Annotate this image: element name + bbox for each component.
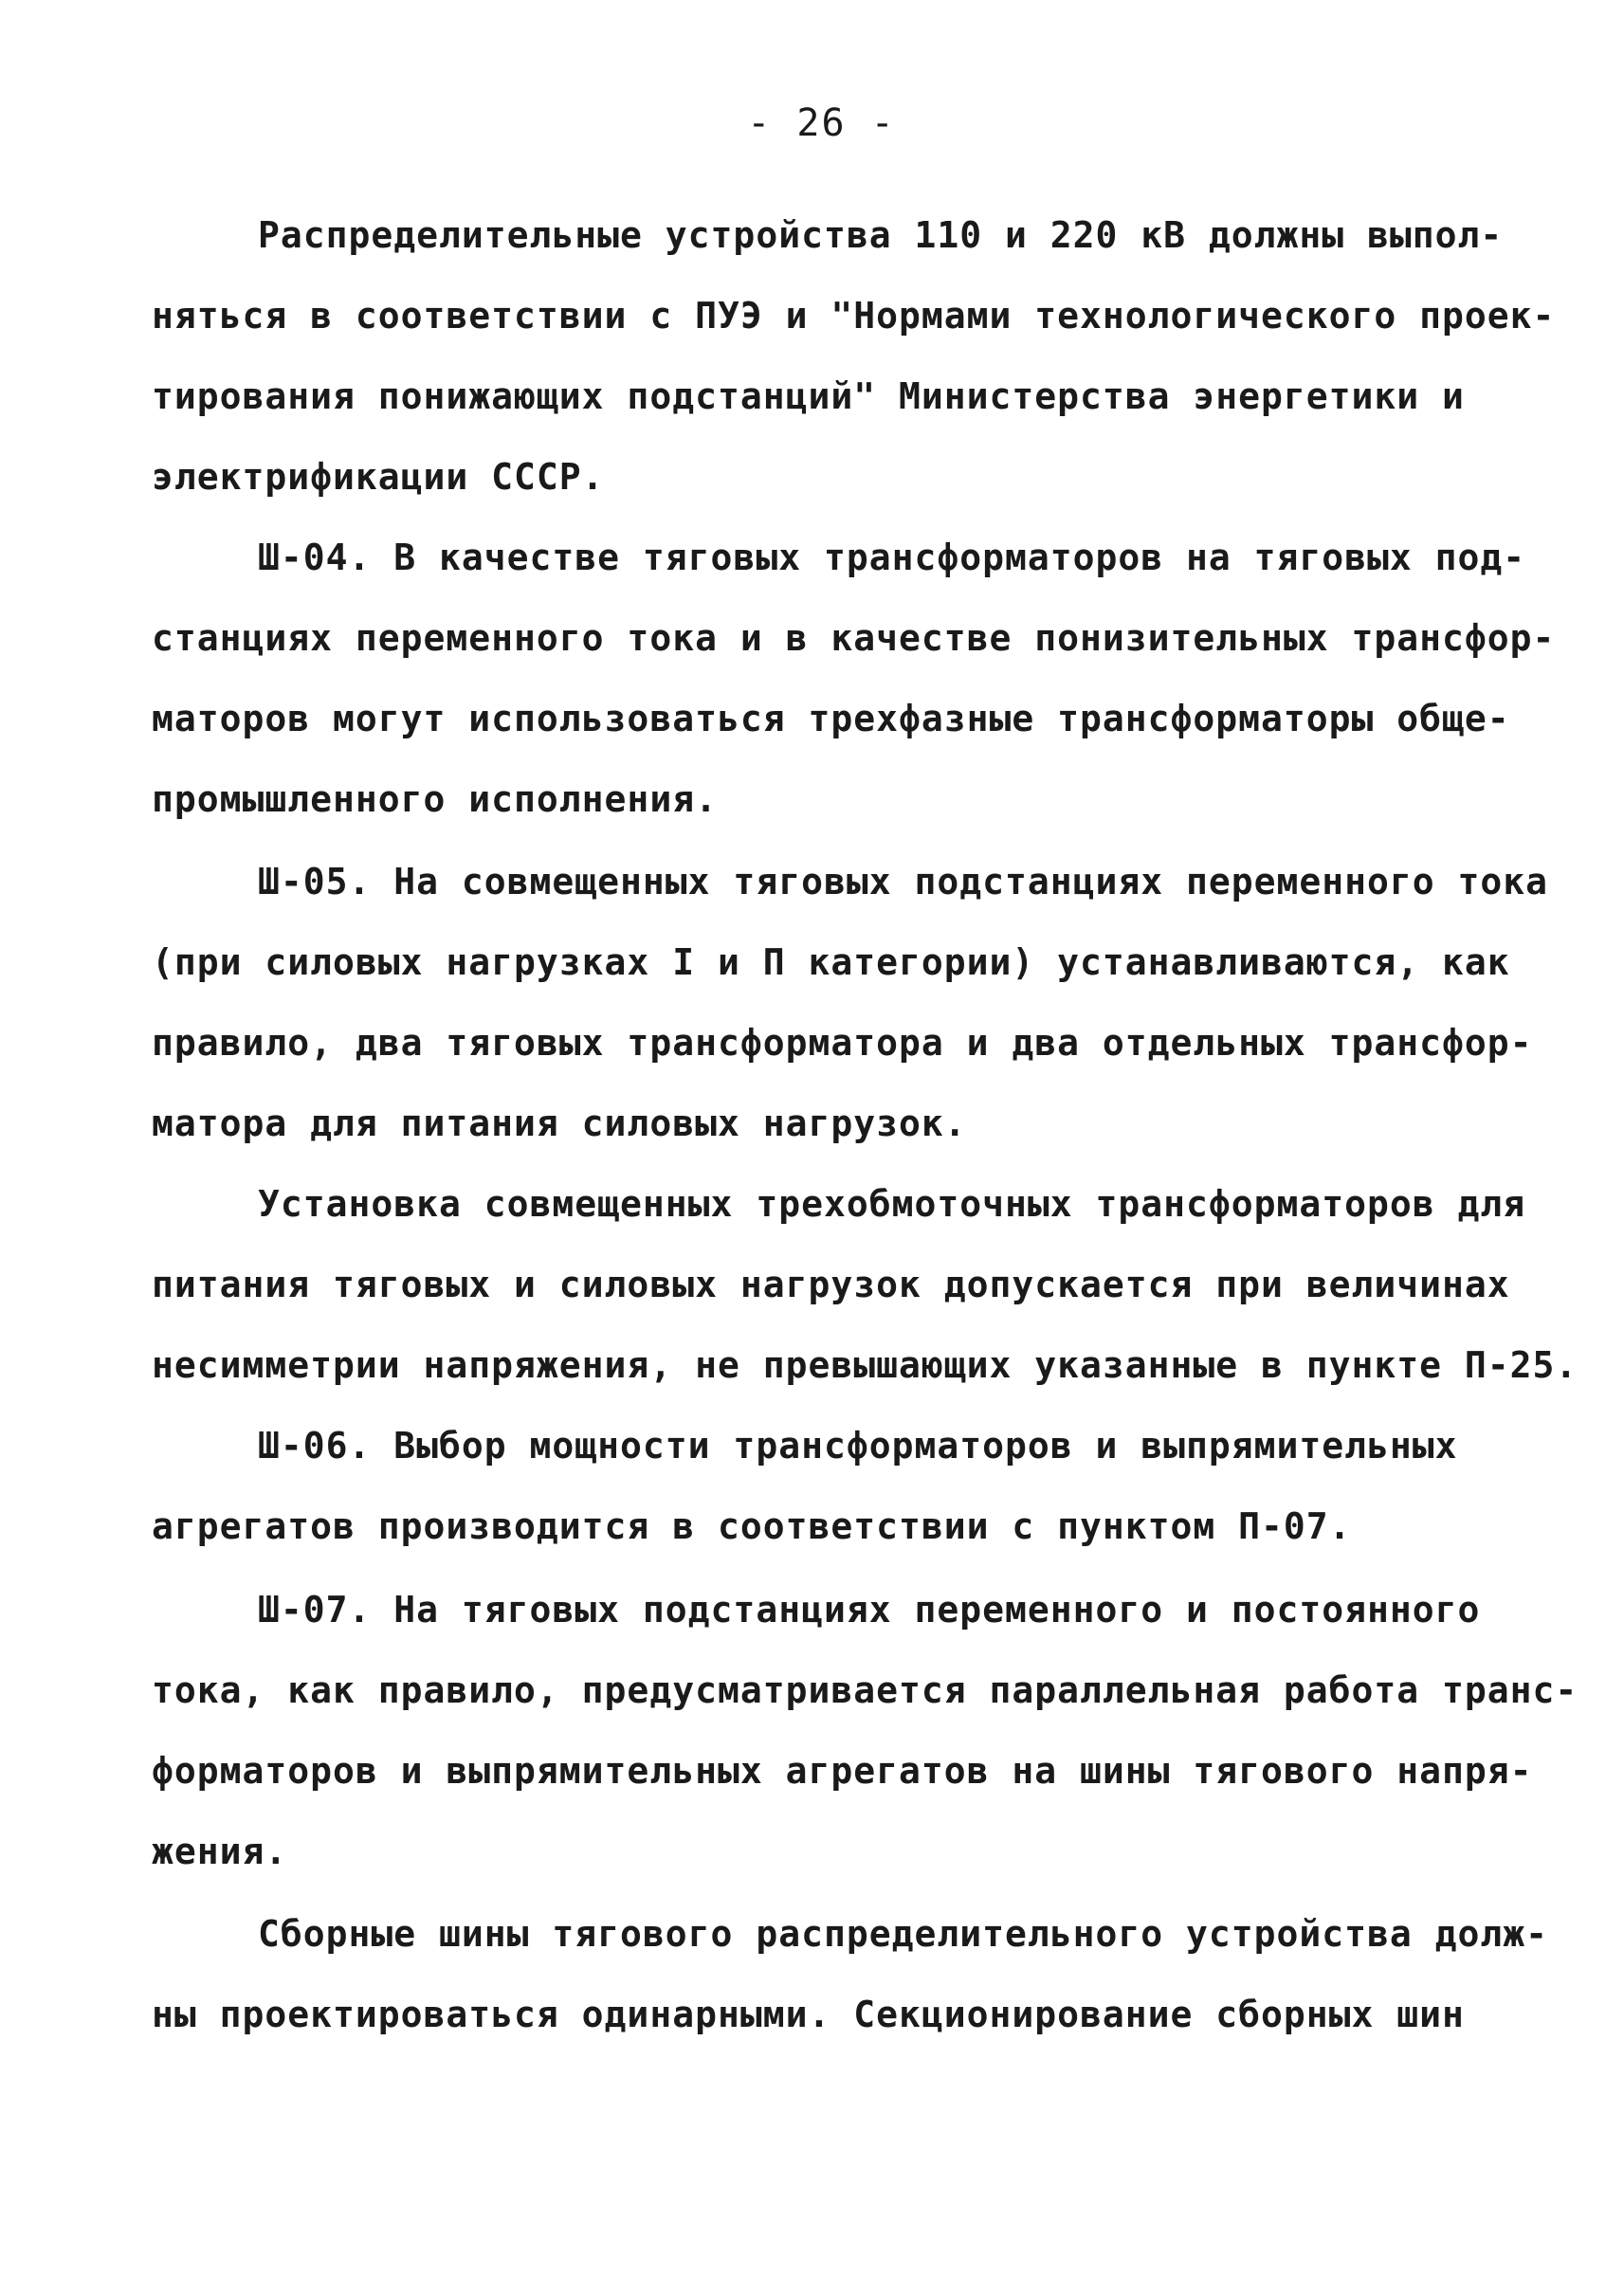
text-line: Ш-07. На тяговых подстанциях переменного и постоянного — [258, 1589, 1481, 1631]
text-line: правило, два тяговых трансформатора и два отдельных трансфор- — [152, 1022, 1533, 1064]
text-line: няться в соответствии с ПУЭ и "Нормами технологического проек- — [152, 295, 1556, 337]
text-line: тирования понижающих подстанций" Министерства энергетики и — [152, 375, 1465, 417]
text-line: Сборные шины тягового распределительного устройства долж- — [258, 1913, 1549, 1955]
text-line: Установка совмещенных трехобмоточных трансформаторов для — [258, 1183, 1526, 1225]
text-line: тока, как правило, предусматривается параллельная работа транс- — [152, 1669, 1578, 1711]
page-number-text: - 26 - — [747, 101, 896, 145]
text-line: электрификации СССР. — [152, 456, 605, 498]
text-line: Распределительные устройства 110 и 220 кВ должны выпол- — [258, 214, 1504, 256]
text-line: агрегатов производится в соответствии с пунктом П-07. — [152, 1505, 1352, 1547]
text-line: промышленного исполнения. — [152, 778, 718, 820]
text-line: Ш-04. В качестве тяговых трансформаторов на тяговых под- — [258, 537, 1526, 578]
text-line: форматоров и выпрямительных агрегатов на шины тягового напря- — [152, 1750, 1533, 1792]
text-line: несимметрии напряжения, не превышающих указанные в пункте П-25. — [152, 1344, 1578, 1386]
text-line: маторов могут использоваться трехфазные трансформаторы обще- — [152, 698, 1510, 739]
page-number — [0, 95, 1624, 152]
text-line: жения. — [152, 1831, 288, 1872]
text-line: (при силовых нагрузках I и П категории) устанавливаются, как — [152, 941, 1510, 983]
text-line: ны проектироваться одинарными. Секционирование сборных шин — [152, 1994, 1465, 2035]
text-line: Ш-05. На совмещенных тяговых подстанциях переменного тока — [258, 861, 1549, 902]
text-line: матора для питания силовых нагрузок. — [152, 1102, 967, 1144]
text-line: питания тяговых и силовых нагрузок допускается при величинах — [152, 1264, 1510, 1305]
text-line: Ш-06. Выбор мощности трансформаторов и выпрямительных — [258, 1425, 1458, 1467]
text-line: станциях переменного тока и в качестве понизительных трансфор- — [152, 617, 1556, 659]
